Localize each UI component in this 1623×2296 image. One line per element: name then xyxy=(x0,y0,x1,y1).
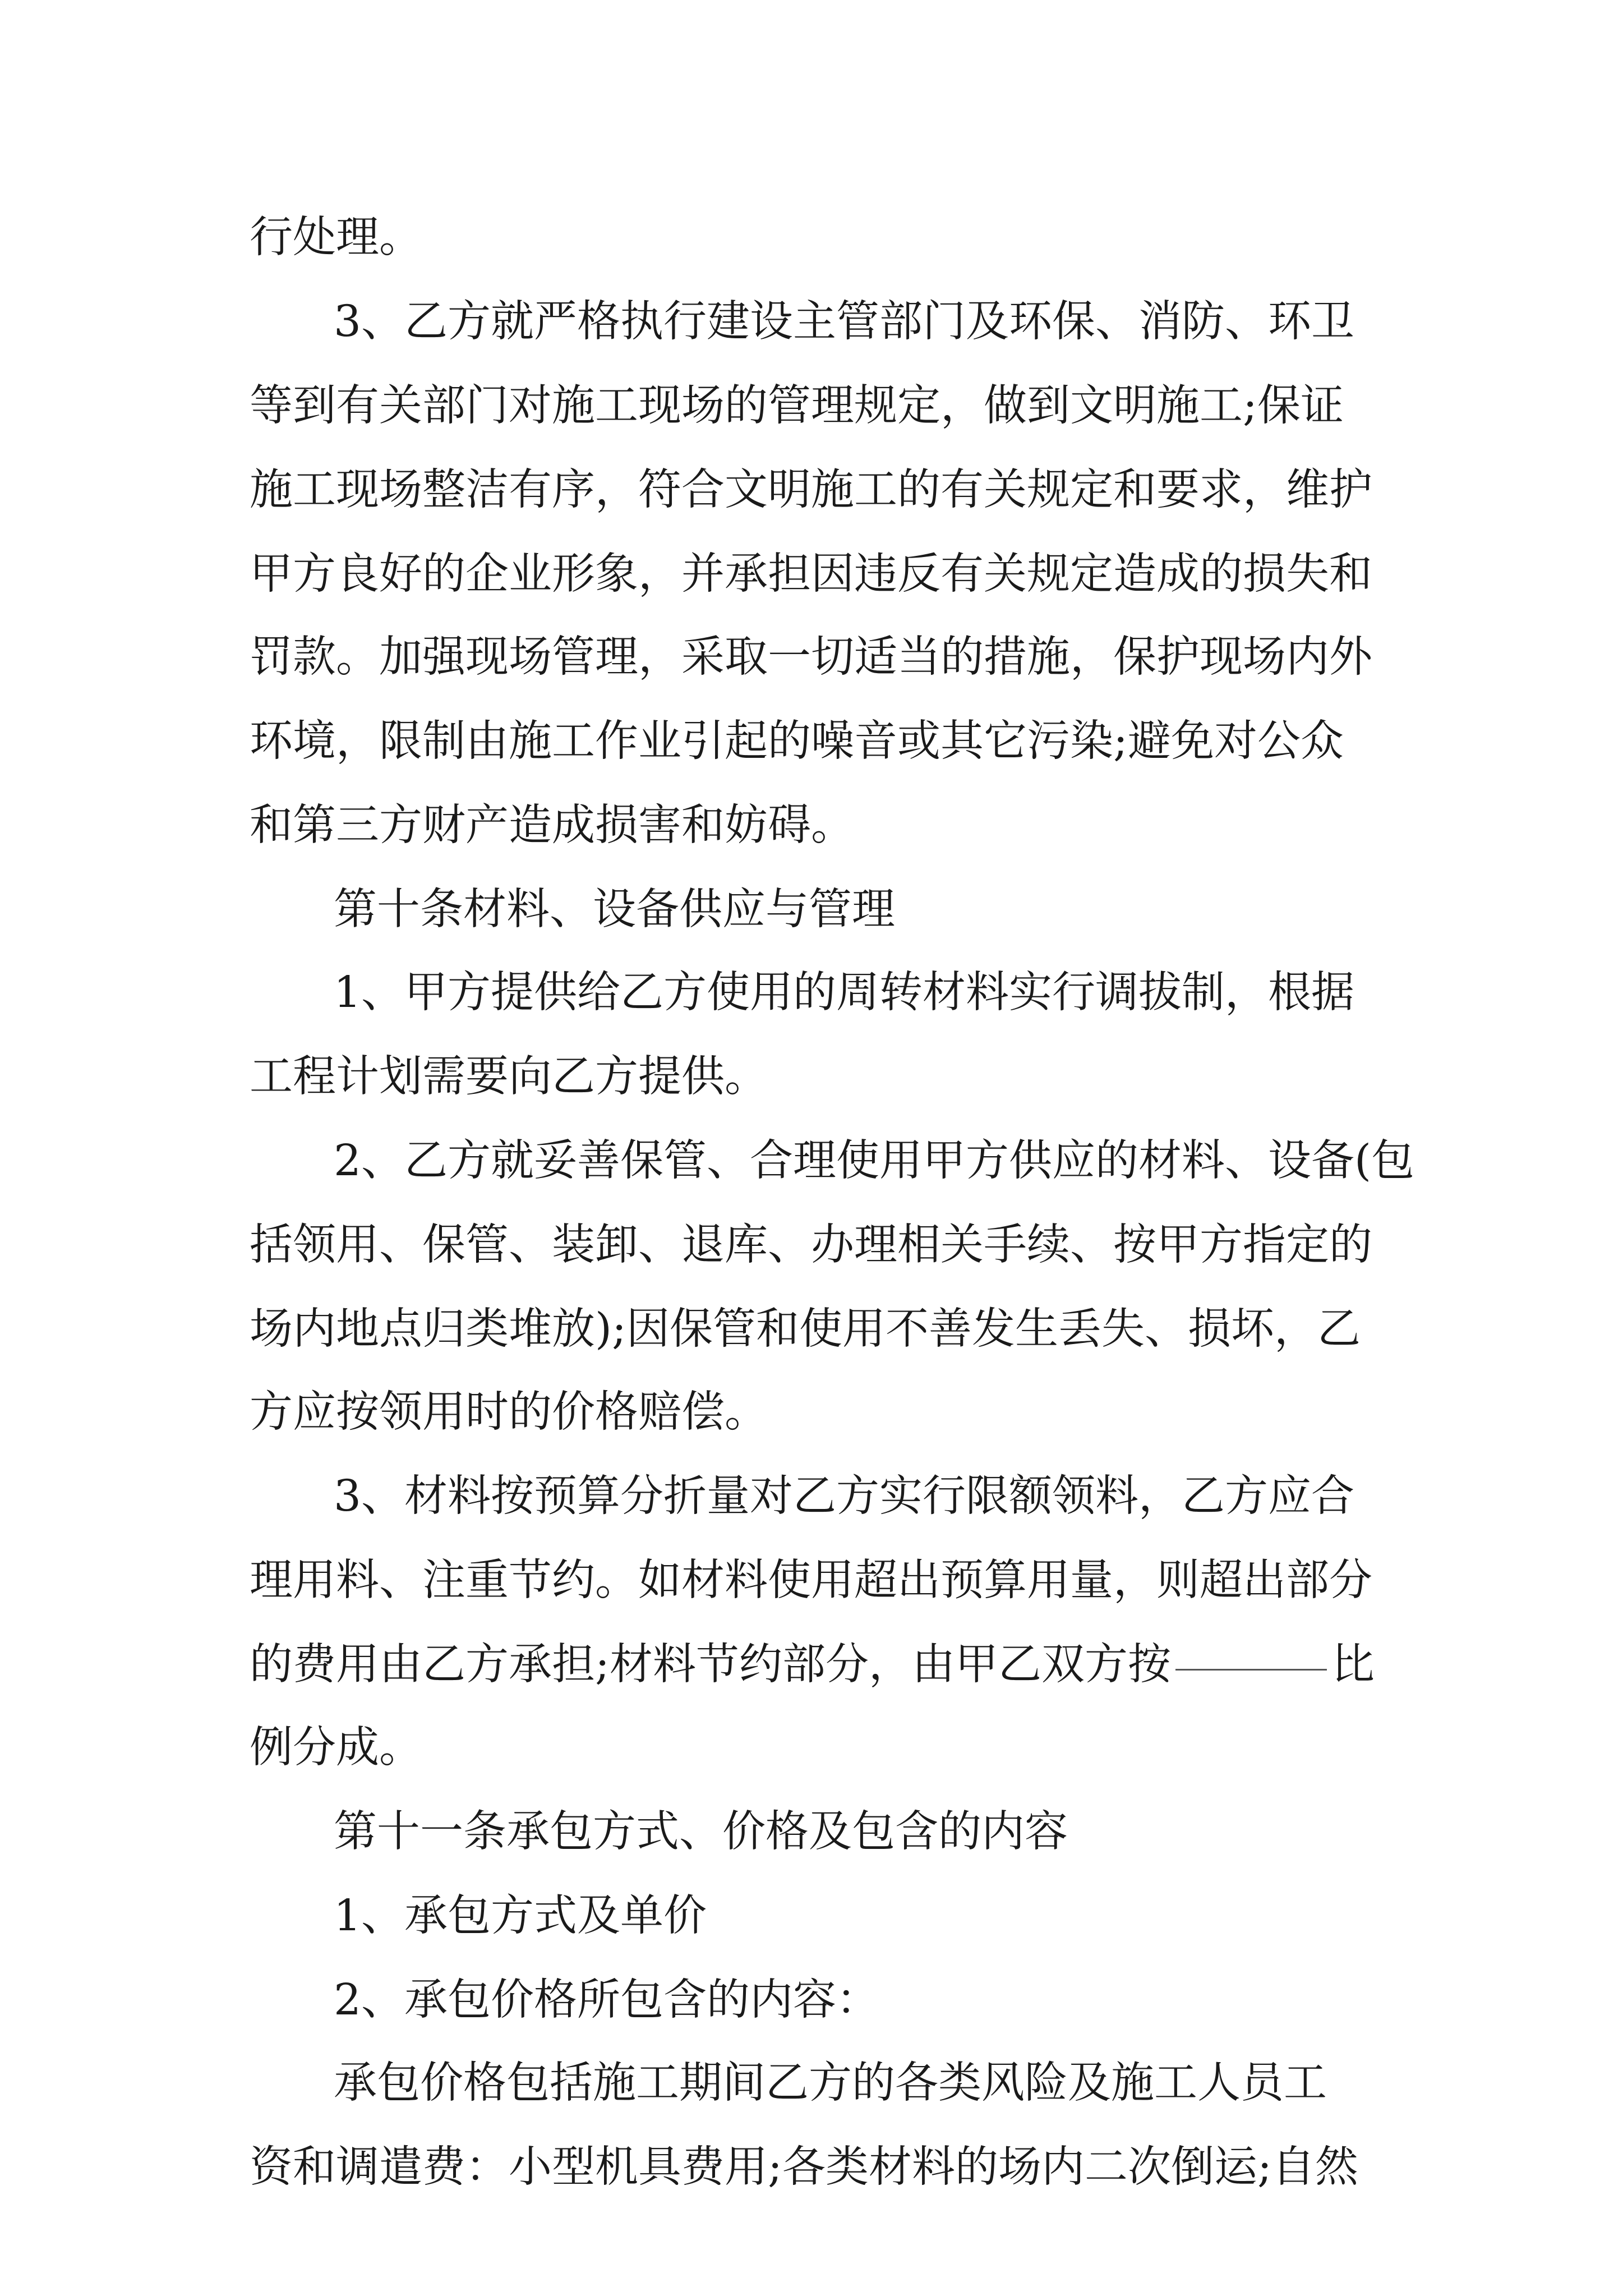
text-line: 工程计划需要向乙方提供。 xyxy=(250,1052,768,1102)
text-line: 2、乙方就妥善保管、合理使用甲方供应的材料、设备(包 xyxy=(334,1136,1415,1186)
text-line: 甲方良好的企业形象，并承担因违反有关规定造成的损失和 xyxy=(250,549,1372,599)
text-before-blank: 的费用由乙方承担;材料节约部分，由甲乙双方按 xyxy=(250,1640,1171,1690)
text-line: 2、承包价格所包含的内容： xyxy=(334,1975,879,2025)
text-after-blank: 比 xyxy=(1331,1640,1375,1690)
text-line-with-blank xyxy=(250,1626,1375,1704)
section-heading: 第十一条承包方式、价格及包含的内容 xyxy=(334,1807,1068,1857)
text-line: 例分成。 xyxy=(250,1723,422,1773)
fill-in-blank xyxy=(1175,1668,1327,1671)
section-heading: 第十条材料、设备供应与管理 xyxy=(334,885,895,935)
text-line: 场内地点归类堆放);因保管和使用不善发生丢失、损坏，乙 xyxy=(250,1304,1361,1354)
text-line: 承包价格包括施工期间乙方的各类风险及施工人员工 xyxy=(334,2058,1327,2108)
text-line: 行处理。 xyxy=(250,213,422,263)
text-line: 1、承包方式及单价 xyxy=(334,1891,707,1941)
text-line: 方应按领用时的价格赔偿。 xyxy=(250,1387,768,1437)
text-line: 3、材料按预算分折量对乙方实行限额领料，乙方应合 xyxy=(334,1471,1354,1521)
text-line: 施工现场整洁有序，符合文明施工的有关规定和要求，维护 xyxy=(250,465,1372,515)
text-line: 环境，限制由施工作业引起的噪音或其它污染;避免对公众 xyxy=(250,716,1344,766)
text-line: 1、甲方提供给乙方使用的周转材料实行调拔制，根据 xyxy=(334,968,1354,1018)
text-line: 3、乙方就严格执行建设主管部门及环保、消防、环卫 xyxy=(334,297,1354,347)
text-line: 和第三方财产造成损害和妨碍。 xyxy=(250,800,854,850)
text-line: 等到有关部门对施工现场的管理规定，做到文明施工;保证 xyxy=(250,381,1344,431)
text-line: 资和调遣费：小型机具费用;各类材料的场内二次倒运;自然 xyxy=(250,2142,1358,2192)
text-line: 理用料、注重节约。如材料使用超出预算用量，则超出部分 xyxy=(250,1556,1372,1605)
text-line: 罚款。加强现场管理，采取一切适当的措施，保护现场内外 xyxy=(250,632,1372,682)
text-line: 括领用、保管、装卸、退库、办理相关手续、按甲方指定的 xyxy=(250,1220,1372,1270)
